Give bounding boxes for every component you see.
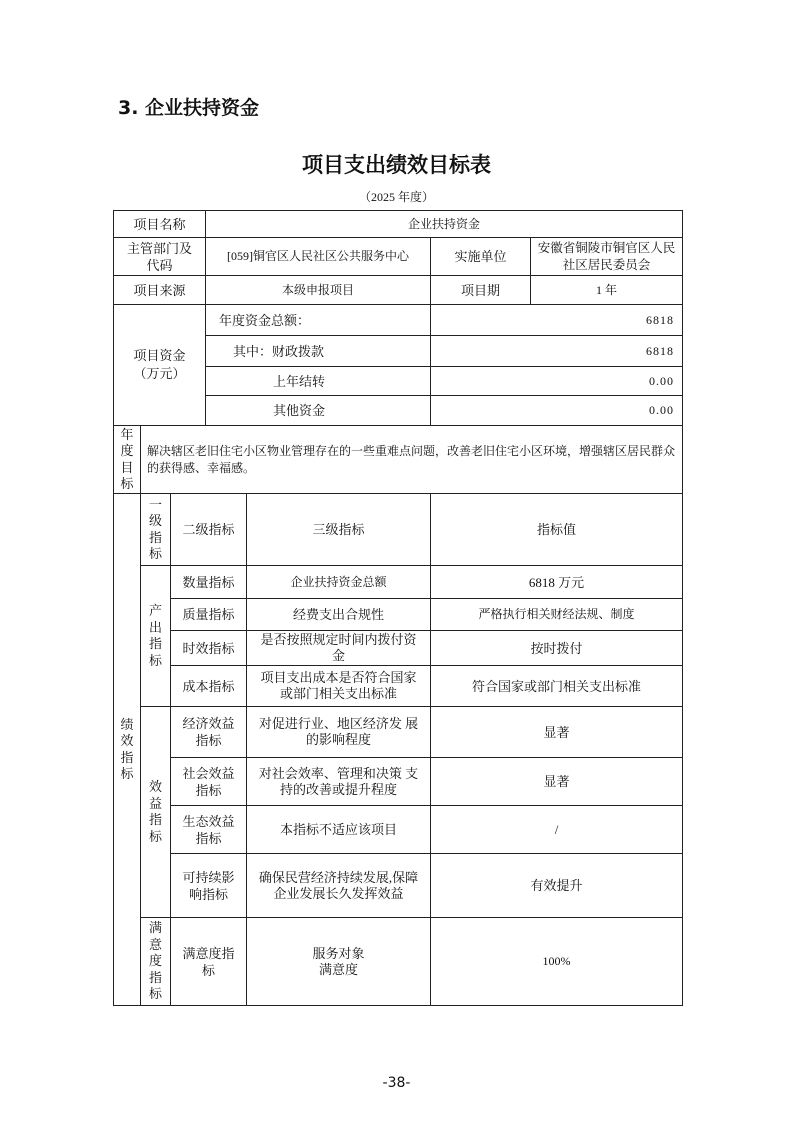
level2-cell: 时效指标	[171, 631, 247, 666]
performance-label-text: 绩效指标	[120, 716, 134, 781]
row-benefit-ecological	[114, 806, 683, 854]
header-value: 指标值	[431, 494, 683, 566]
period-value: 1 年	[531, 276, 683, 305]
header-level1-text: 一级指标	[148, 496, 162, 561]
indicator-value: /	[431, 806, 683, 854]
level1-benefit-text: 效益指标	[148, 779, 162, 844]
level3-cell: 服务对象 满意度	[247, 918, 431, 1006]
indicator-value: 6818 万元	[431, 566, 683, 599]
level3-cell: 对社会效率、管理和决策 支持的改善或提升程度	[247, 758, 431, 806]
row-performance-header	[114, 494, 683, 566]
row-output-timeliness	[114, 631, 683, 666]
section-heading: 3. 企业扶持资金	[118, 97, 260, 119]
funds-row-label: 上年结转	[206, 367, 431, 396]
implementer-label: 实施单位	[431, 238, 531, 276]
level1-satisfaction-text: 满意度指标	[148, 920, 162, 1002]
row-output-quantity	[114, 566, 683, 599]
department-value: [059]铜官区人民社区公共服务中心	[206, 238, 431, 276]
department-label: 主管部门及代码	[114, 238, 206, 276]
source-value: 本级申报项目	[206, 276, 431, 305]
row-project-name	[114, 211, 683, 238]
level2-cell: 满意度指标	[171, 918, 247, 1006]
row-benefit-social	[114, 758, 683, 806]
row-source	[114, 276, 683, 305]
level2-cell: 生态效益指标	[171, 806, 247, 854]
level3-cell: 经费支出合规性	[247, 599, 431, 631]
row-benefit-economic	[114, 707, 683, 758]
annual-goal-label	[114, 426, 141, 494]
level2-cell: 质量指标	[171, 599, 247, 631]
page-number: -38-	[382, 1075, 411, 1091]
indicator-value: 有效提升	[431, 854, 683, 918]
funds-row-label: 其中：财政拨款	[206, 336, 431, 367]
row-funds-total	[114, 305, 683, 336]
row-department	[114, 238, 683, 276]
funds-label-text: 项目资金	[133, 348, 186, 363]
header-level3: 三级指标	[247, 494, 431, 566]
implementer-value: 安徽省铜陵市铜官区人民社区居民委员会	[531, 238, 683, 276]
level2-cell: 可持续影响指标	[171, 854, 247, 918]
annual-goal-label-text: 年度目标	[120, 426, 134, 491]
funds-row-value: 6818	[431, 336, 683, 367]
row-satisfaction	[114, 918, 683, 1006]
funds-unit-text: （万元）	[133, 366, 186, 381]
performance-target-table	[113, 210, 683, 1006]
level1-output-text: 产出指标	[148, 603, 162, 668]
table-title: 项目支出绩效目标表	[302, 153, 491, 177]
level2-cell: 数量指标	[171, 566, 247, 599]
period-label: 项目期	[431, 276, 531, 305]
indicator-value: 显著	[431, 758, 683, 806]
funds-row-value: 0.00	[431, 396, 683, 426]
level1-benefit	[141, 707, 171, 918]
funds-row-value: 0.00	[431, 367, 683, 396]
indicator-value: 100%	[431, 918, 683, 1006]
level3-cell: 项目支出成本是否符合国家或部门相关支出标准	[247, 666, 431, 707]
performance-label	[114, 494, 141, 1006]
funds-label	[114, 305, 206, 426]
funds-row-label: 其他资金	[206, 396, 431, 426]
level3-cell: 企业扶持资金总额	[247, 566, 431, 599]
year-note: （2025 年度）	[358, 190, 434, 204]
level3-cell: 对促进行业、地区经济发 展的影响程度	[247, 707, 431, 758]
level3-cell: 本指标不适应该项目	[247, 806, 431, 854]
source-label: 项目来源	[114, 276, 206, 305]
header-level1	[141, 494, 171, 566]
row-annual-goal	[114, 426, 683, 494]
annual-goal-text: 解决辖区老旧住宅小区物业管理存在的一些重难点问题，改善老旧住宅小区环境，增强辖区居民群众的获得感、幸福感。	[141, 426, 683, 494]
indicator-value: 按时拨付	[431, 631, 683, 666]
project-name-label: 项目名称	[114, 211, 206, 238]
indicator-value: 显著	[431, 707, 683, 758]
project-name-value: 企业扶持资金	[206, 211, 683, 238]
level3-cell: 确保民营经济持续发展,保障企业发展长久发挥效益	[247, 854, 431, 918]
indicator-value: 严格执行相关财经法规、制度	[431, 599, 683, 631]
level1-output	[141, 566, 171, 707]
level2-cell: 社会效益指标	[171, 758, 247, 806]
row-output-cost	[114, 666, 683, 707]
header-level2: 二级指标	[171, 494, 247, 566]
row-output-quality	[114, 599, 683, 631]
level2-cell: 成本指标	[171, 666, 247, 707]
indicator-value: 符合国家或部门相关支出标准	[431, 666, 683, 707]
funds-row-value: 6818	[431, 305, 683, 336]
level1-satisfaction	[141, 918, 171, 1006]
row-benefit-sustainable	[114, 854, 683, 918]
level2-cell: 经济效益指标	[171, 707, 247, 758]
level3-cell: 是否按照规定时间内拨付资金	[247, 631, 431, 666]
funds-row-label: 年度资金总额：	[206, 305, 431, 336]
